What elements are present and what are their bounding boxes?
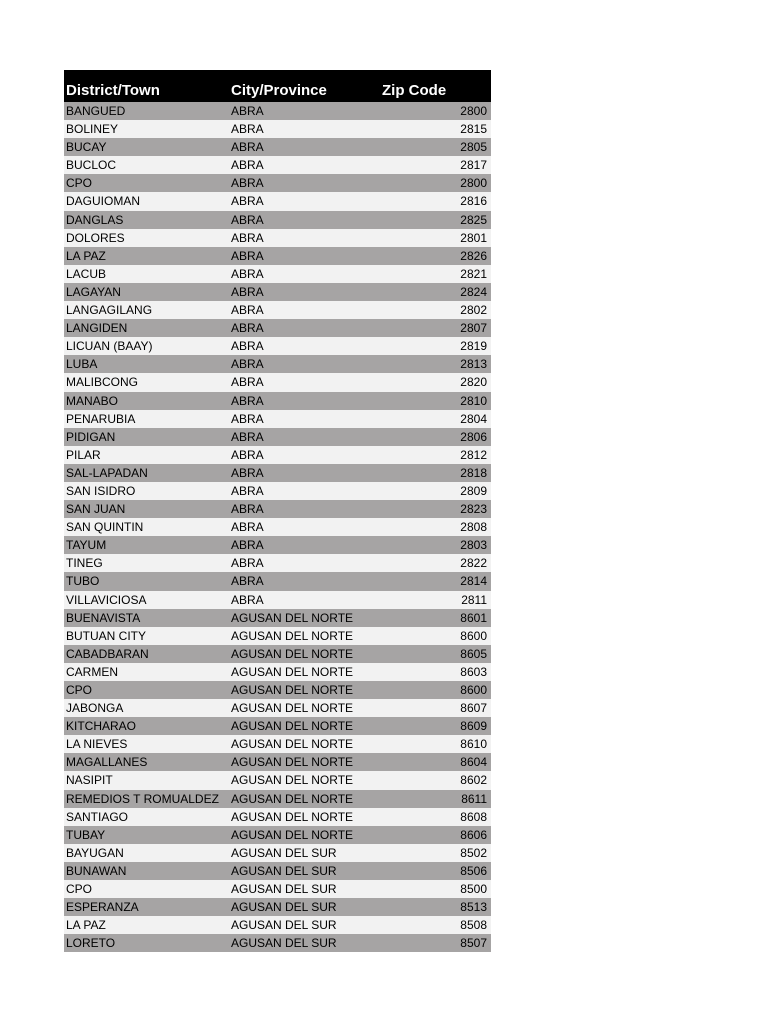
cell-city-province: AGUSAN DEL NORTE [231, 628, 354, 643]
cell-district-town: SANTIAGO [66, 809, 129, 824]
cell-zip-code: 2821 [460, 266, 487, 281]
cell-city-province: ABRA [231, 212, 264, 227]
cell-district-town: CPO [66, 683, 93, 697]
cell-zip-code: 2808 [460, 520, 487, 535]
cell-zip-code: 8502 [460, 845, 487, 860]
cell-district-town: SAL-LAPADAN [66, 465, 148, 480]
table-row [64, 373, 491, 391]
cell-zip-code: 2810 [460, 393, 487, 408]
cell-city-province: AGUSAN DEL NORTE [231, 610, 354, 625]
table-row [64, 174, 491, 192]
cell-zip-code: 2811 [461, 592, 487, 607]
table-row [64, 355, 491, 373]
cell-city-province: AGUSAN DEL NORTE [231, 737, 354, 752]
cell-city-province: ABRA [231, 104, 264, 118]
cell-district-town: BOLINEY [66, 122, 119, 137]
cell-zip-code: 2812 [460, 447, 487, 462]
cell-city-province: ABRA [231, 411, 264, 426]
cell-district-town: BUCAY [66, 140, 107, 155]
cell-zip-code: 8604 [460, 755, 487, 770]
cell-district-town: VILLAVICIOSA [66, 592, 147, 607]
table-row [64, 156, 491, 174]
cell-city-province: AGUSAN DEL NORTE [231, 791, 354, 806]
cell-zip-code: 8507 [460, 936, 487, 951]
cell-zip-code: 8600 [460, 628, 487, 643]
table-row [64, 681, 491, 699]
cell-zip-code: 8607 [460, 701, 487, 716]
header-district-town: District/Town [66, 82, 160, 99]
cell-city-province: ABRA [231, 194, 264, 209]
cell-city-province: ABRA [231, 483, 264, 498]
cell-district-town: LICUAN (BAAY) [66, 339, 153, 354]
table-row [64, 627, 491, 645]
cell-city-province: ABRA [231, 303, 264, 318]
cell-city-province: AGUSAN DEL NORTE [231, 755, 354, 770]
cell-zip-code: 2805 [460, 140, 487, 155]
cell-district-town: CARMEN [66, 664, 119, 679]
cell-district-town: LA NIEVES [66, 737, 128, 752]
table-row [64, 753, 491, 771]
cell-zip-code: 2801 [460, 230, 487, 245]
cell-city-province: ABRA [231, 248, 264, 263]
table-row [64, 898, 491, 916]
header-city-province: City/Province [231, 82, 327, 99]
cell-city-province: ABRA [231, 556, 264, 571]
cell-district-town: MANABO [66, 393, 119, 408]
cell-district-town: LORETO [66, 936, 116, 951]
cell-city-province: ABRA [231, 266, 264, 281]
cell-city-province: ABRA [231, 375, 264, 390]
cell-district-town: NASIPIT [66, 773, 113, 788]
cell-district-town: TUBO [66, 574, 100, 589]
cell-district-town: DAGUIOMAN [66, 194, 141, 209]
cell-zip-code: 8513 [460, 900, 487, 915]
cell-zip-code: 8610 [460, 737, 487, 752]
cell-city-province: ABRA [231, 321, 264, 336]
cell-district-town: PENARUBIA [66, 411, 136, 426]
cell-city-province: AGUSAN DEL NORTE [231, 646, 354, 661]
cell-city-province: ABRA [231, 447, 264, 462]
cell-district-town: LA PAZ [66, 248, 106, 263]
cell-zip-code: 2814 [460, 574, 487, 589]
table-row [64, 446, 491, 464]
cell-city-province: ABRA [231, 339, 264, 354]
cell-district-town: SAN JUAN [66, 502, 126, 517]
cell-city-province: AGUSAN DEL NORTE [231, 701, 354, 716]
cell-zip-code: 2804 [460, 411, 487, 426]
cell-district-town: PIDIGAN [66, 429, 116, 444]
table-row [64, 392, 491, 410]
table-row [64, 247, 491, 265]
cell-city-province: AGUSAN DEL SUR [231, 900, 337, 915]
cell-zip-code: 2820 [460, 375, 487, 390]
cell-district-town: LACUB [66, 266, 107, 281]
cell-zip-code: 2800 [460, 176, 487, 191]
cell-zip-code: 2803 [460, 538, 487, 553]
cell-city-province: ABRA [231, 592, 264, 607]
table-row [64, 771, 491, 789]
cell-zip-code: 8611 [461, 791, 487, 806]
cell-zip-code: 8600 [460, 683, 487, 697]
table-row [64, 645, 491, 663]
table-row [64, 265, 491, 283]
cell-district-town: KITCHARAO [66, 719, 137, 734]
cell-district-town: LAGAYAN [66, 284, 121, 299]
table-header [64, 70, 491, 102]
cell-zip-code: 8601 [460, 610, 487, 625]
cell-city-province: AGUSAN DEL SUR [231, 845, 337, 860]
cell-district-town: LA PAZ [66, 918, 106, 933]
table-row [64, 663, 491, 681]
cell-district-town: LANGAGILANG [66, 303, 153, 318]
table-row [64, 301, 491, 319]
cell-zip-code: 2800 [460, 104, 487, 118]
cell-city-province: ABRA [231, 520, 264, 535]
cell-city-province: AGUSAN DEL NORTE [231, 683, 354, 697]
cell-district-town: LANGIDEN [66, 321, 128, 336]
table-row [64, 428, 491, 446]
cell-city-province: ABRA [231, 574, 264, 589]
cell-district-town: BUNAWAN [66, 863, 127, 878]
table-row [64, 102, 491, 120]
cell-zip-code: 8603 [460, 664, 487, 679]
cell-district-town: BUENAVISTA [66, 610, 141, 625]
table-row [64, 410, 491, 428]
cell-district-town: SAN QUINTIN [66, 520, 144, 535]
cell-district-town: JABONGA [66, 701, 124, 716]
cell-district-town: TINEG [66, 556, 103, 571]
table-row [64, 808, 491, 826]
table-row [64, 916, 491, 934]
cell-zip-code: 8508 [460, 918, 487, 933]
cell-zip-code: 2806 [460, 429, 487, 444]
cell-zip-code: 2818 [460, 465, 487, 480]
table-row [64, 120, 491, 138]
cell-district-town: BUTUAN CITY [66, 628, 147, 643]
cell-city-province: ABRA [231, 357, 264, 372]
cell-district-town: CPO [66, 176, 93, 191]
cell-city-province: AGUSAN DEL NORTE [231, 827, 354, 842]
cell-city-province: ABRA [231, 393, 264, 408]
cell-district-town: CABADBARAN [66, 646, 149, 661]
cell-zip-code: 8506 [460, 863, 487, 878]
cell-city-province: ABRA [231, 140, 264, 155]
cell-zip-code: 2819 [460, 339, 487, 354]
cell-city-province: AGUSAN DEL SUR [231, 918, 337, 933]
table-row [64, 229, 491, 247]
table-row [64, 699, 491, 717]
table-row [64, 934, 491, 952]
table-row [64, 192, 491, 210]
cell-city-province: AGUSAN DEL NORTE [231, 719, 354, 734]
cell-district-town: PILAR [66, 447, 101, 462]
cell-zip-code: 2809 [460, 483, 487, 498]
cell-district-town: DOLORES [66, 230, 125, 245]
cell-district-town: BAYUGAN [66, 845, 124, 860]
table-row [64, 337, 491, 355]
cell-city-province: ABRA [231, 158, 264, 173]
cell-zip-code: 8605 [460, 646, 487, 661]
table-row [64, 880, 491, 898]
cell-district-town: TUBAY [66, 827, 106, 842]
table-row [64, 211, 491, 229]
cell-city-province: AGUSAN DEL SUR [231, 863, 337, 878]
cell-district-town: TAYUM [66, 538, 107, 553]
cell-zip-code: 2802 [460, 303, 487, 318]
cell-zip-code: 2813 [460, 357, 487, 372]
table-row [64, 138, 491, 156]
cell-district-town: DANGLAS [66, 212, 124, 227]
cell-zip-code: 8606 [460, 827, 487, 842]
cell-zip-code: 2815 [460, 122, 487, 137]
cell-district-town: LUBA [66, 357, 98, 372]
cell-district-town: MALIBCONG [66, 375, 139, 390]
table-row [64, 572, 491, 590]
table-row [64, 283, 491, 301]
table-row [64, 536, 491, 554]
cell-city-province: AGUSAN DEL NORTE [231, 664, 354, 679]
cell-district-town: SAN ISIDRO [66, 483, 136, 498]
cell-city-province: ABRA [231, 502, 264, 517]
cell-city-province: ABRA [231, 538, 264, 553]
table-row [64, 518, 491, 536]
table-row [64, 482, 491, 500]
cell-city-province: ABRA [231, 284, 264, 299]
table-row [64, 717, 491, 735]
zip-code-table [64, 70, 491, 952]
table-row [64, 862, 491, 880]
cell-city-province: ABRA [231, 122, 264, 137]
cell-zip-code: 2826 [460, 248, 487, 263]
cell-city-province: ABRA [231, 429, 264, 444]
cell-zip-code: 8608 [460, 809, 487, 824]
cell-zip-code: 8602 [460, 773, 487, 788]
cell-district-town: MAGALLANES [66, 755, 148, 770]
cell-zip-code: 2824 [460, 284, 487, 299]
cell-city-province: ABRA [231, 465, 264, 480]
cell-zip-code: 2823 [460, 502, 487, 517]
table-row [64, 790, 491, 808]
cell-district-town: CPO [66, 882, 93, 897]
cell-district-town: ESPERANZA [66, 900, 139, 915]
cell-zip-code: 8609 [460, 719, 487, 734]
cell-zip-code: 2825 [460, 212, 487, 227]
table-row [64, 826, 491, 844]
table-row [64, 554, 491, 572]
table-row [64, 844, 491, 862]
cell-city-province: AGUSAN DEL SUR [231, 936, 337, 951]
cell-city-province: ABRA [231, 230, 264, 245]
cell-district-town: REMEDIOS T ROMUALDEZ [66, 791, 219, 806]
table-row [64, 464, 491, 482]
table-row [64, 319, 491, 337]
table-row [64, 735, 491, 753]
table-row [64, 609, 491, 627]
table-row [64, 500, 491, 518]
cell-zip-code: 8500 [460, 882, 487, 897]
cell-city-province: ABRA [231, 176, 264, 191]
cell-zip-code: 2822 [460, 556, 487, 571]
cell-city-province: AGUSAN DEL SUR [231, 882, 337, 897]
table-body [64, 102, 491, 952]
cell-district-town: BANGUED [66, 104, 126, 118]
cell-zip-code: 2817 [460, 158, 487, 173]
cell-zip-code: 2807 [460, 321, 487, 336]
cell-zip-code: 2816 [460, 194, 487, 209]
header-zip-code: Zip Code [382, 82, 447, 99]
cell-city-province: AGUSAN DEL NORTE [231, 809, 354, 824]
cell-city-province: AGUSAN DEL NORTE [231, 773, 354, 788]
table-row [64, 591, 491, 609]
cell-district-town: BUCLOC [66, 158, 117, 173]
